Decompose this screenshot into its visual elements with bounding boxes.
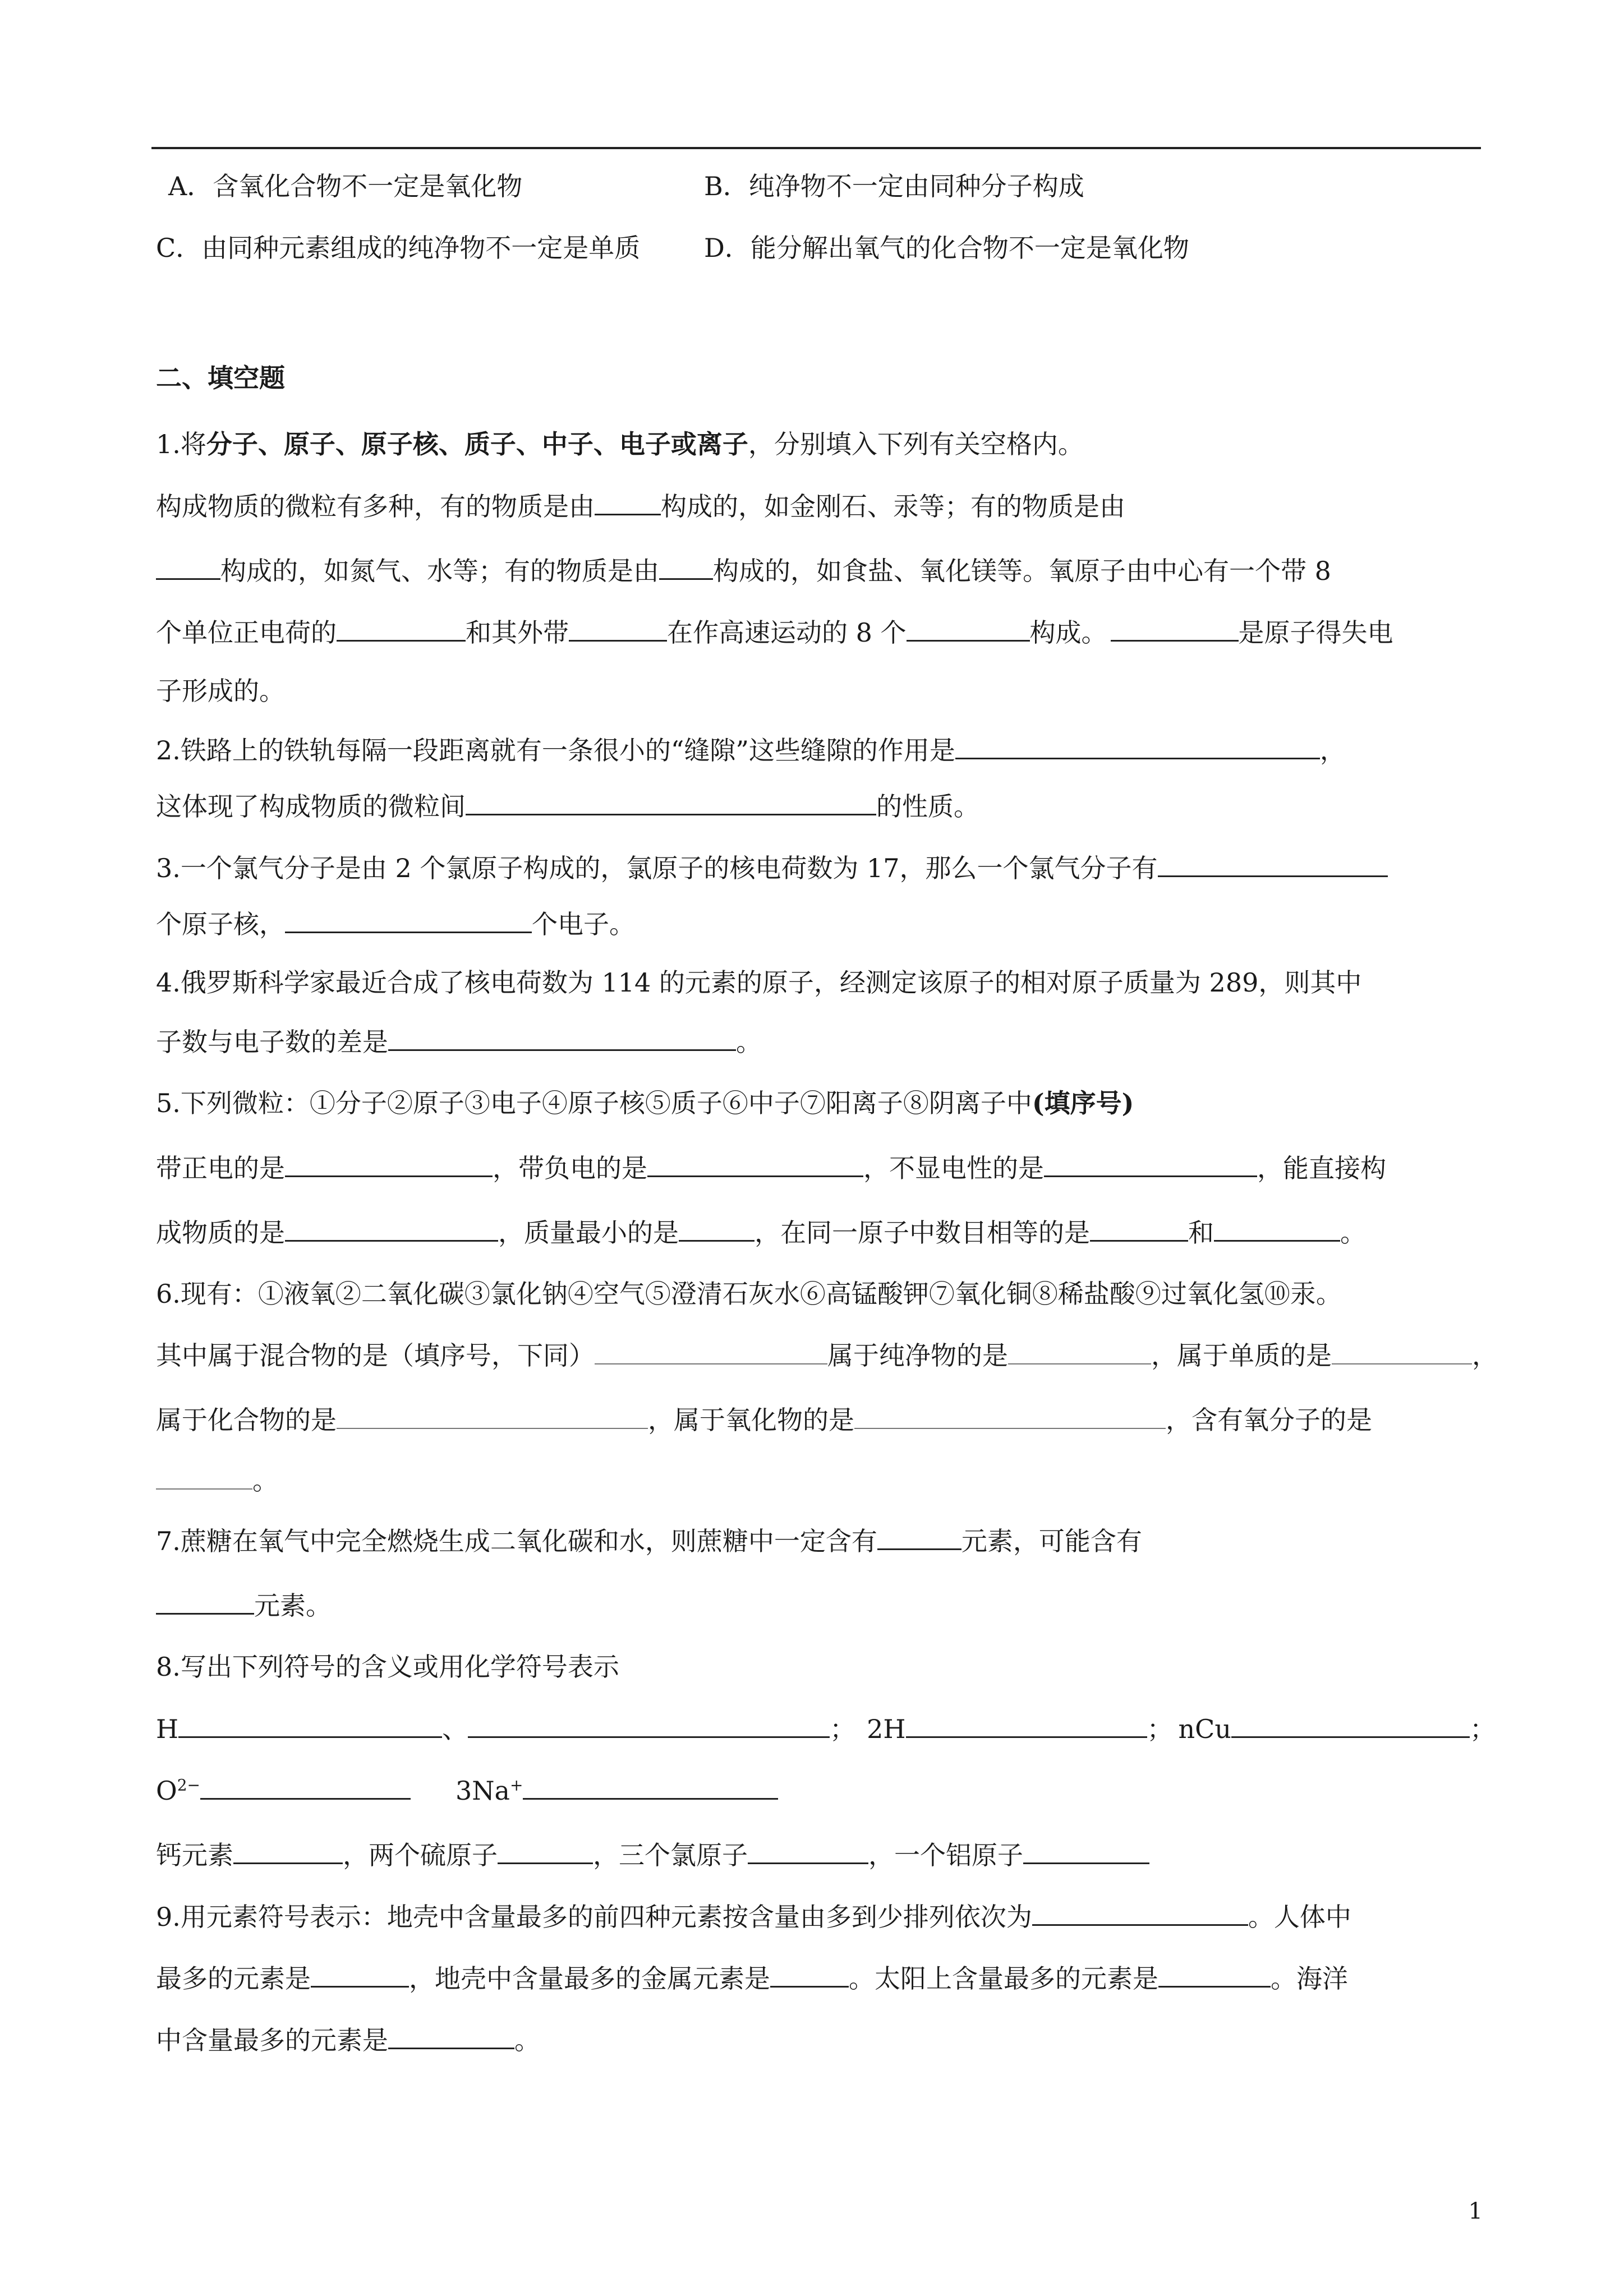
page-number: 1 — [1468, 2198, 1483, 2224]
option-d: D．能分解出氧气的化合物不一定是氧化物 — [704, 233, 1189, 263]
blank[interactable] — [285, 1150, 493, 1177]
q4-line2: 子数与电子数的差是 。 — [156, 1023, 762, 1059]
blank[interactable] — [1090, 1214, 1188, 1242]
blank[interactable] — [156, 1587, 254, 1615]
blank[interactable] — [569, 614, 667, 642]
blank[interactable] — [233, 1837, 343, 1864]
q5-line1: 5.下列微粒：①分子②原子③电子④原子核⑤质子⑥中子⑦阳离子⑧阴离子中(填序号) — [156, 1088, 1134, 1118]
q3-line1: 3.一个氯气分子是由 2 个氯原子构成的，氯原子的核电荷数为 17，那么一个氯气分子有 — [156, 850, 1388, 886]
q5-line3: 成物质的是 ，质量最小的是 ，在同一原子中数目相等的是 和 。 — [156, 1214, 1366, 1250]
blank[interactable] — [1332, 1338, 1472, 1364]
option-a: A．含氧化合物不一定是氧化物 — [168, 171, 523, 201]
q2-line1: 2.铁路上的铁轨每隔一段距离就有一条很小的“缝隙”这些缝隙的作用是 ， — [156, 732, 1346, 768]
q6-line1: 6.现有：①液氧②二氧化碳③氯化钠④空气⑤澄清石灰水⑥高锰酸钾⑦氧化铜⑧稀盐酸⑨过氧化氢⑩汞。 — [156, 1279, 1342, 1309]
q7-line1: 7.蔗糖在氧气中完全燃烧生成二氧化碳和水，则蔗糖中一定含有 元素，可能含有 — [156, 1523, 1142, 1559]
blank[interactable] — [388, 2022, 514, 2049]
blank[interactable] — [337, 1402, 648, 1429]
blank[interactable] — [1032, 1898, 1248, 1926]
blank[interactable] — [679, 1214, 755, 1242]
blank[interactable] — [156, 1463, 252, 1490]
q7-line2: 元素。 — [156, 1587, 332, 1623]
blank[interactable] — [468, 1711, 830, 1738]
blank[interactable] — [595, 1338, 827, 1364]
q6-line3: 属于化合物的是 ，属于氧化物的是 ，含有氧分子的是 — [156, 1402, 1372, 1438]
blank[interactable] — [907, 614, 1030, 642]
blank[interactable] — [659, 552, 713, 580]
blank[interactable] — [1111, 614, 1239, 642]
q1-line3: 构成的，如氮气、水等；有的物质是由 构成的，如食盐、氧化镁等。氧原子由中心有一个带 8 — [156, 552, 1331, 588]
section-title: 二、填空题 — [156, 363, 285, 393]
q6-line2: 其中属于混合物的是（填序号，下同） 属于纯净物的是 ，属于单质的是 ， — [156, 1338, 1498, 1373]
blank[interactable] — [770, 1960, 849, 1988]
blank[interactable] — [337, 614, 466, 642]
q1-line5: 子形成的。 — [156, 676, 285, 706]
blank[interactable] — [906, 1711, 1147, 1738]
q9-line3: 中含量最多的元素是 。 — [156, 2022, 540, 2058]
q8-line2: H 、 ； 2H ； nCu ； — [156, 1711, 1496, 1746]
q3-line2: 个原子核， 个电子。 — [156, 906, 635, 942]
blank[interactable] — [955, 732, 1320, 759]
blank[interactable] — [854, 1402, 1166, 1429]
blank[interactable] — [523, 1772, 778, 1800]
q1-line2: 构成物质的微粒有多种，有的物质是由 构成的，如金刚石、汞等；有的物质是由 — [156, 488, 1125, 524]
blank[interactable] — [1158, 1960, 1271, 1988]
q8-line4: 钙元素 ，两个硫原子 ，三个氯原子 ，一个铝原子 — [156, 1837, 1149, 1873]
option-c: C．由同种元素组成的纯净物不一定是单质 — [156, 233, 641, 263]
blank[interactable] — [285, 1214, 498, 1242]
blank[interactable] — [647, 1150, 863, 1177]
blank[interactable] — [1158, 850, 1388, 877]
blank[interactable] — [388, 1023, 736, 1051]
blank[interactable] — [200, 1772, 411, 1800]
header-rule — [151, 147, 1481, 149]
q9-line2: 最多的元素是 ，地壳中含量最多的金属元素是 。太阳上含量最多的元素是 。海洋 — [156, 1960, 1348, 1996]
blank[interactable] — [466, 788, 876, 815]
q1-line4: 个单位正电荷的 和其外带 在作高速运动的 8 个 构成。 是原子得失电 — [156, 614, 1393, 650]
blank[interactable] — [1231, 1711, 1470, 1738]
q2-line2: 这体现了构成物质的微粒间 的性质。 — [156, 788, 979, 824]
q6-line4: 。 — [156, 1463, 278, 1499]
blank[interactable] — [311, 1960, 409, 1988]
q8-title: 8.写出下列符号的含义或用化学符号表示 — [156, 1652, 619, 1682]
q8-line3: $O^{2-}$ 3Na+ — [156, 1772, 778, 1808]
blank[interactable] — [178, 1711, 442, 1738]
blank[interactable] — [156, 552, 220, 580]
blank[interactable] — [1023, 1837, 1149, 1864]
q9-line1: 9.用元素符号表示：地壳中含量最多的前四种元素按含量由多到少排列依次为 。人体中 — [156, 1898, 1351, 1934]
blank[interactable] — [1214, 1214, 1340, 1242]
blank[interactable] — [1008, 1338, 1151, 1364]
blank[interactable] — [748, 1837, 868, 1864]
blank[interactable] — [877, 1523, 961, 1550]
q4-line1: 4.俄罗斯科学家最近合成了核电荷数为 114 的元素的原子，经测定该原子的相对原子质量为 289，则其中 — [156, 967, 1362, 998]
blank[interactable] — [285, 906, 532, 933]
option-b: B．纯净物不一定由同种分子构成 — [704, 171, 1084, 201]
blank[interactable] — [498, 1837, 593, 1864]
q5-line2: 带正电的是 ，带负电的是 ，不显电性的是 ，能直接构 — [156, 1150, 1386, 1186]
blank[interactable] — [595, 488, 661, 515]
blank[interactable] — [1044, 1150, 1257, 1177]
q1-line1: 1.将分子、原子、原子核、质子、中子、电子或离子，分别填入下列有关空格内。 — [156, 429, 1084, 459]
